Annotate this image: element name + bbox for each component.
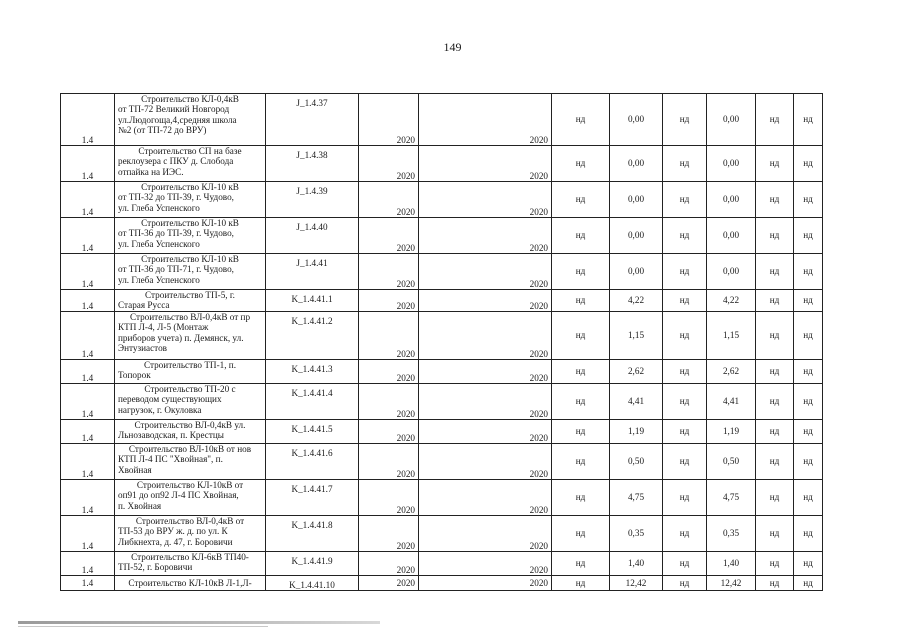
- object-name-line: №2 (от ТП-72 до ВРУ): [118, 125, 207, 136]
- year-start: 2020: [359, 182, 419, 218]
- table-row: [61, 576, 823, 591]
- col-status-2: нд: [663, 360, 707, 384]
- year-start: 2020: [359, 384, 419, 420]
- col-status-1: нд: [552, 420, 610, 444]
- col-status-2: нд: [663, 94, 707, 146]
- object-name-line: Строительство ВЛ-0,4кВ от пр: [129, 312, 251, 322]
- scan-edge-bar: [18, 621, 380, 624]
- table-row: [61, 312, 823, 360]
- table-row: [61, 480, 823, 516]
- year-end: 2020: [419, 254, 552, 290]
- object-name-line: Строительство КЛ-6кВ ТП40-: [131, 552, 249, 562]
- object-name-line: ТП-52, г. Боровичи: [118, 562, 193, 573]
- object-name: [115, 360, 266, 384]
- col-status-3: нд: [756, 290, 794, 312]
- col-status-1: нд: [552, 444, 610, 480]
- col-status-3: нд: [756, 384, 794, 420]
- row-number: 1.4: [61, 480, 115, 516]
- year-start: 2020: [359, 360, 419, 384]
- object-name-line: Либкнехта, д. 47, г. Боровичи: [118, 536, 233, 547]
- col-status-2: нд: [663, 444, 707, 480]
- col-value-2: 1,15: [707, 312, 756, 360]
- object-name-line: ул. Глеба Успенского: [118, 202, 200, 213]
- col-value-1: 0,35: [610, 516, 663, 552]
- object-name-line: ул. Глеба Успенского: [118, 274, 200, 285]
- col-status-3: нд: [756, 146, 794, 182]
- object-name-line: Строительство КЛ-0,4кВ: [141, 94, 239, 104]
- year-start: 2020: [359, 480, 419, 516]
- project-code: K_1.4.41.9: [266, 552, 359, 576]
- object-name-line: Льнозаводская, п. Крестцы: [118, 430, 224, 441]
- row-number: 1.4: [61, 444, 115, 480]
- col-value-2: 0,35: [707, 516, 756, 552]
- col-status-2: нд: [663, 312, 707, 360]
- object-name: [115, 312, 266, 360]
- col-status-1: нд: [552, 218, 610, 254]
- table-row: [61, 384, 823, 420]
- col-status-2: нд: [663, 384, 707, 420]
- col-value-2: 4,22: [707, 290, 756, 312]
- col-status-4: нд: [794, 480, 823, 516]
- row-number: 1.4: [61, 576, 115, 591]
- object-name-line: Строительство КЛ-10кВ Л-1,Л-: [128, 578, 252, 588]
- project-code: K_1.4.41.3: [266, 360, 359, 384]
- object-name-line: от ТП-32 до ТП-39, г. Чудово,: [118, 192, 234, 203]
- col-status-2: нд: [663, 480, 707, 516]
- object-name-line: Строительство ВЛ-0,4кВ ул.: [134, 420, 246, 430]
- object-name-line: от ТП-72 Великий Новгород: [118, 104, 230, 115]
- object-name: [115, 146, 266, 182]
- col-status-1: нд: [552, 290, 610, 312]
- row-number: 1.4: [61, 360, 115, 384]
- project-code: J_1.4.38: [266, 146, 359, 182]
- object-name-line: ул.Людогоща,4,средняя школа: [118, 114, 237, 125]
- table-row: [61, 420, 823, 444]
- table-row: [61, 444, 823, 480]
- year-end: 2020: [419, 384, 552, 420]
- object-name: [115, 480, 266, 516]
- table-row: [61, 94, 823, 146]
- col-status-2: нд: [663, 182, 707, 218]
- row-number: 1.4: [61, 420, 115, 444]
- year-start: 2020: [359, 444, 419, 480]
- col-status-1: нд: [552, 552, 610, 576]
- table-row: [61, 254, 823, 290]
- table-row: [61, 218, 823, 254]
- col-status-2: нд: [663, 552, 707, 576]
- row-number: 1.4: [61, 94, 115, 146]
- data-table: [60, 93, 823, 591]
- col-status-3: нд: [756, 218, 794, 254]
- col-value-1: 1,15: [610, 312, 663, 360]
- col-status-4: нд: [794, 254, 823, 290]
- col-status-2: нд: [663, 290, 707, 312]
- object-name-line: реклоузера с ПКУ д. Слобода: [118, 156, 234, 167]
- row-number: 1.4: [61, 254, 115, 290]
- col-status-3: нд: [756, 254, 794, 290]
- project-code: J_1.4.40: [266, 218, 359, 254]
- col-value-2: 0,50: [707, 444, 756, 480]
- object-name: [115, 384, 266, 420]
- table-row: [61, 146, 823, 182]
- col-status-2: нд: [663, 254, 707, 290]
- table-row: [61, 516, 823, 552]
- col-status-3: нд: [756, 552, 794, 576]
- year-end: 2020: [419, 312, 552, 360]
- project-code: K_1.4.41.8: [266, 516, 359, 552]
- object-name-line: Строительство ТП-1, п.: [143, 360, 237, 370]
- col-status-1: нд: [552, 94, 610, 146]
- object-name: [115, 182, 266, 218]
- col-status-1: нд: [552, 254, 610, 290]
- col-value-1: 0,50: [610, 444, 663, 480]
- col-status-3: нд: [756, 182, 794, 218]
- row-number: 1.4: [61, 552, 115, 576]
- col-status-2: нд: [663, 576, 707, 591]
- object-name-line: КТП Л-4, Л-5 (Монтаж: [118, 322, 209, 333]
- col-value-2: 4,75: [707, 480, 756, 516]
- col-status-3: нд: [756, 312, 794, 360]
- col-status-4: нд: [794, 94, 823, 146]
- project-code: K_1.4.41.1: [266, 290, 359, 312]
- col-status-1: нд: [552, 576, 610, 591]
- col-value-1: 1,40: [610, 552, 663, 576]
- object-name: [115, 576, 266, 591]
- table-row: [61, 290, 823, 312]
- year-end: 2020: [419, 360, 552, 384]
- project-code: J_1.4.39: [266, 182, 359, 218]
- object-name: [115, 290, 266, 312]
- project-code: K_1.4.41.5: [266, 420, 359, 444]
- col-status-2: нд: [663, 420, 707, 444]
- col-value-1: 0,00: [610, 218, 663, 254]
- table-row: [61, 360, 823, 384]
- col-status-1: нд: [552, 384, 610, 420]
- object-name: [115, 218, 266, 254]
- object-name: [115, 516, 266, 552]
- year-end: 2020: [419, 182, 552, 218]
- col-value-2: 0,00: [707, 218, 756, 254]
- project-code: K_1.4.41.4: [266, 384, 359, 420]
- object-name-line: Строительство КЛ-10 кВ: [141, 218, 239, 228]
- col-status-3: нд: [756, 360, 794, 384]
- year-start: 2020: [359, 516, 419, 552]
- object-name-line: от ТП-36 до ТП-71, г. Чудово,: [118, 264, 234, 275]
- col-status-4: нд: [794, 444, 823, 480]
- project-code: J_1.4.41: [266, 254, 359, 290]
- object-name-line: Строительство ВЛ-10кВ от нов: [128, 444, 252, 454]
- col-value-1: 4,22: [610, 290, 663, 312]
- object-name-line: от ТП-36 до ТП-39, г. Чудово,: [118, 228, 234, 239]
- object-name-line: Строительство КЛ-10 кВ: [141, 182, 239, 192]
- row-number: 1.4: [61, 312, 115, 360]
- object-name-line: Строительство КЛ-10кВ от: [136, 480, 244, 490]
- col-value-1: 0,00: [610, 254, 663, 290]
- year-start: 2020: [359, 420, 419, 444]
- year-start: 2020: [359, 218, 419, 254]
- col-status-3: нд: [756, 576, 794, 591]
- col-value-1: 4,41: [610, 384, 663, 420]
- year-start: 2020: [359, 254, 419, 290]
- year-end: 2020: [419, 516, 552, 552]
- col-status-2: нд: [663, 146, 707, 182]
- year-start: 2020: [359, 552, 419, 576]
- col-status-4: нд: [794, 146, 823, 182]
- project-code: K_1.4.41.10: [266, 576, 359, 591]
- year-start: 2020: [359, 290, 419, 312]
- year-end: 2020: [419, 218, 552, 254]
- col-status-4: нд: [794, 552, 823, 576]
- year-end: 2020: [419, 146, 552, 182]
- year-end: 2020: [419, 480, 552, 516]
- col-status-3: нд: [756, 444, 794, 480]
- row-number: 1.4: [61, 218, 115, 254]
- object-name-line: Строительство ТП-5, г.: [145, 290, 235, 300]
- row-number: 1.4: [61, 146, 115, 182]
- object-name-line: ТП-53 до ВРУ ж. д. по ул. К: [118, 526, 228, 537]
- object-name-line: Строительство КЛ-10 кВ: [141, 254, 239, 264]
- col-status-4: нд: [794, 516, 823, 552]
- col-value-2: 1,40: [707, 552, 756, 576]
- year-end: 2020: [419, 290, 552, 312]
- year-end: 2020: [419, 576, 552, 591]
- row-number: 1.4: [61, 290, 115, 312]
- table-row: [61, 552, 823, 576]
- year-start: 2020: [359, 312, 419, 360]
- object-name: [115, 254, 266, 290]
- year-end: 2020: [419, 420, 552, 444]
- object-name-line: Топорок: [118, 370, 151, 381]
- table-body: [61, 94, 823, 591]
- col-status-3: нд: [756, 516, 794, 552]
- object-name-line: КТП Л-4 ПС "Хвойная", п.: [118, 454, 223, 465]
- col-status-4: нд: [794, 218, 823, 254]
- col-status-1: нд: [552, 312, 610, 360]
- col-value-2: 0,00: [707, 182, 756, 218]
- year-end: 2020: [419, 552, 552, 576]
- col-value-1: 12,42: [610, 576, 663, 591]
- col-status-1: нд: [552, 182, 610, 218]
- col-value-2: 1,19: [707, 420, 756, 444]
- project-code: K_1.4.41.7: [266, 480, 359, 516]
- row-number: 1.4: [61, 182, 115, 218]
- object-name-line: Старая Русса: [118, 300, 170, 311]
- row-number: 1.4: [61, 384, 115, 420]
- object-name-line: п. Хвойная: [118, 500, 162, 511]
- object-name-line: Строительство ТП-20 с: [144, 384, 236, 394]
- col-value-2: 4,41: [707, 384, 756, 420]
- object-name: [115, 420, 266, 444]
- col-status-4: нд: [794, 312, 823, 360]
- object-name: [115, 444, 266, 480]
- col-value-2: 0,00: [707, 146, 756, 182]
- year-start: 2020: [359, 576, 419, 591]
- table-row: [61, 182, 823, 218]
- year-end: 2020: [419, 444, 552, 480]
- col-status-4: нд: [794, 360, 823, 384]
- project-code: K_1.4.41.6: [266, 444, 359, 480]
- col-status-4: нд: [794, 290, 823, 312]
- col-value-1: 0,00: [610, 182, 663, 218]
- object-name-line: нагрузок, г. Окуловка: [118, 404, 202, 415]
- col-status-3: нд: [756, 420, 794, 444]
- object-name-line: отпайка на ИЭС.: [118, 166, 184, 177]
- year-start: 2020: [359, 146, 419, 182]
- col-value-2: 0,00: [707, 254, 756, 290]
- object-name-line: переводом существующих: [118, 394, 222, 405]
- col-value-2: 0,00: [707, 94, 756, 146]
- col-status-1: нд: [552, 480, 610, 516]
- col-status-3: нд: [756, 480, 794, 516]
- col-status-4: нд: [794, 384, 823, 420]
- col-status-4: нд: [794, 182, 823, 218]
- col-status-4: нд: [794, 420, 823, 444]
- object-name-line: Хвойная: [118, 464, 152, 475]
- col-status-2: нд: [663, 516, 707, 552]
- col-status-2: нд: [663, 218, 707, 254]
- col-value-2: 2,62: [707, 360, 756, 384]
- col-status-3: нд: [756, 94, 794, 146]
- col-value-1: 4,75: [610, 480, 663, 516]
- object-name-line: Строительство ВЛ-0,4кВ от: [135, 516, 245, 526]
- col-status-4: нд: [794, 576, 823, 591]
- col-value-1: 0,00: [610, 94, 663, 146]
- object-name-line: Энтузиастов: [118, 343, 167, 354]
- col-value-1: 1,19: [610, 420, 663, 444]
- col-status-1: нд: [552, 146, 610, 182]
- year-end: 2020: [419, 94, 552, 146]
- col-status-1: нд: [552, 516, 610, 552]
- object-name: [115, 552, 266, 576]
- object-name: [115, 94, 266, 146]
- scan-edge-line: [18, 626, 268, 627]
- object-name-line: приборов учета) п. Демянск, ул.: [118, 332, 244, 343]
- object-name-line: Строительство СП на базе: [138, 146, 242, 156]
- project-code: K_1.4.41.2: [266, 312, 359, 360]
- year-start: 2020: [359, 94, 419, 146]
- project-code: J_1.4.37: [266, 94, 359, 146]
- col-value-1: 0,00: [610, 146, 663, 182]
- col-value-2: 12,42: [707, 576, 756, 591]
- object-name-line: оп91 до оп92 Л-4 ПС Хвойная,: [118, 490, 239, 501]
- row-number: 1.4: [61, 516, 115, 552]
- page-number: 149: [443, 40, 462, 54]
- col-status-1: нд: [552, 360, 610, 384]
- object-name-line: ул. Глеба Успенского: [118, 238, 200, 249]
- col-value-1: 2,62: [610, 360, 663, 384]
